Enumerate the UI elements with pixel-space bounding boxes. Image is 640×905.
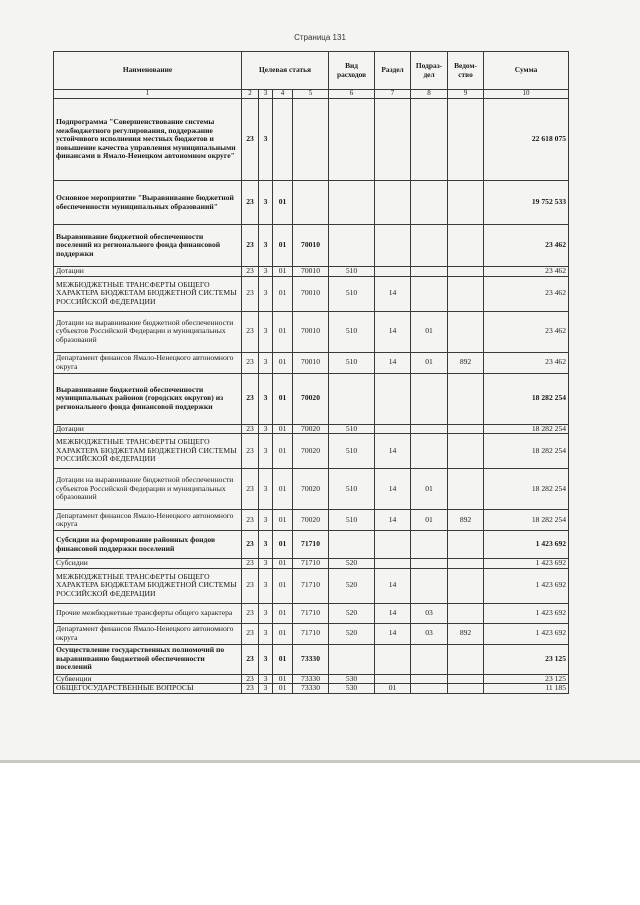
vedomstvo bbox=[448, 644, 484, 674]
razdel bbox=[375, 99, 411, 181]
target-code-4: 01 bbox=[273, 674, 293, 684]
column-number: 6 bbox=[329, 90, 375, 99]
vid-rashodov: 510 bbox=[329, 267, 375, 277]
vid-rashodov bbox=[329, 99, 375, 181]
column-number: 5 bbox=[293, 90, 329, 99]
vid-rashodov: 520 bbox=[329, 603, 375, 623]
vid-rashodov bbox=[329, 644, 375, 674]
row-name: ОБЩЕГОСУДАРСТВЕННЫЕ ВОПРОСЫ bbox=[54, 684, 242, 694]
summa: 18 282 254 bbox=[484, 434, 569, 469]
vid-rashodov: 530 bbox=[329, 674, 375, 684]
razdel: 14 bbox=[375, 434, 411, 469]
summa: 1 423 692 bbox=[484, 603, 569, 623]
row-name: Дотации bbox=[54, 267, 242, 277]
column-number: 10 bbox=[484, 90, 569, 99]
target-code-5: 70010 bbox=[293, 311, 329, 352]
table-row bbox=[54, 434, 569, 469]
vid-rashodov: 510 bbox=[329, 424, 375, 434]
target-code-5: 71710 bbox=[293, 559, 329, 569]
target-code-3: 3 bbox=[259, 644, 273, 674]
target-code-5: 70010 bbox=[293, 225, 329, 267]
vid-rashodov bbox=[329, 181, 375, 225]
column-number: 4 bbox=[273, 90, 293, 99]
target-code-2: 23 bbox=[242, 424, 259, 434]
target-code-5: 70010 bbox=[293, 276, 329, 311]
row-name: Субсидии bbox=[54, 559, 242, 569]
row-name: Дотации bbox=[54, 424, 242, 434]
summa: 23 125 bbox=[484, 644, 569, 674]
table-row bbox=[54, 510, 569, 531]
razdel bbox=[375, 674, 411, 684]
vid-rashodov: 530 bbox=[329, 684, 375, 694]
vedomstvo: 892 bbox=[448, 510, 484, 531]
column-number: 7 bbox=[375, 90, 411, 99]
row-name: Департамент финансов Ямало-Ненецкого автономного округа bbox=[54, 352, 242, 373]
podrazdel bbox=[411, 99, 448, 181]
vid-rashodov bbox=[329, 225, 375, 267]
target-code-3: 3 bbox=[259, 531, 273, 559]
vid-rashodov: 510 bbox=[329, 276, 375, 311]
vid-rashodov bbox=[329, 531, 375, 559]
target-code-3: 3 bbox=[259, 559, 273, 569]
header-razdel: Раздел bbox=[375, 52, 411, 90]
row-name: Выравнивание бюджетной обеспеченности муниципальных районов (городских округов) из регионального фонда финансовой поддержки bbox=[54, 373, 242, 424]
target-code-3: 3 bbox=[259, 276, 273, 311]
vid-rashodov: 510 bbox=[329, 469, 375, 510]
target-code-3: 3 bbox=[259, 311, 273, 352]
header-vedomstvo: Ведом-ство bbox=[448, 52, 484, 90]
target-code-2: 23 bbox=[242, 352, 259, 373]
summa: 1 423 692 bbox=[484, 623, 569, 644]
vid-rashodov: 510 bbox=[329, 434, 375, 469]
razdel bbox=[375, 373, 411, 424]
target-code-2: 23 bbox=[242, 373, 259, 424]
podrazdel: 01 bbox=[411, 469, 448, 510]
podrazdel bbox=[411, 267, 448, 277]
vedomstvo bbox=[448, 434, 484, 469]
row-name: Субвенции bbox=[54, 674, 242, 684]
podrazdel bbox=[411, 181, 448, 225]
target-code-2: 23 bbox=[242, 434, 259, 469]
target-code-5: 71710 bbox=[293, 568, 329, 603]
table-row bbox=[54, 603, 569, 623]
target-code-2: 23 bbox=[242, 559, 259, 569]
table-row bbox=[54, 373, 569, 424]
target-code-4: 01 bbox=[273, 684, 293, 694]
row-name: МЕЖБЮДЖЕТНЫЕ ТРАНСФЕРТЫ ОБЩЕГО ХАРАКТЕРА БЮДЖЕТАМ БЮДЖЕТНОЙ СИСТЕМЫ РОССИЙСКОЙ ФЕДЕРАЦИИ bbox=[54, 568, 242, 603]
column-number: 1 bbox=[54, 90, 242, 99]
target-code-5: 70010 bbox=[293, 352, 329, 373]
podrazdel bbox=[411, 684, 448, 694]
razdel: 14 bbox=[375, 311, 411, 352]
podrazdel bbox=[411, 424, 448, 434]
target-code-2: 23 bbox=[242, 644, 259, 674]
target-code-4: 01 bbox=[273, 267, 293, 277]
vedomstvo bbox=[448, 674, 484, 684]
budget-table bbox=[53, 51, 569, 694]
target-code-4: 01 bbox=[273, 276, 293, 311]
razdel bbox=[375, 424, 411, 434]
row-name: Основное мероприятие "Выравнивание бюджетной обеспеченности муниципальных образований" bbox=[54, 181, 242, 225]
podrazdel: 03 bbox=[411, 623, 448, 644]
table-row bbox=[54, 644, 569, 674]
row-name: Выравнивание бюджетной обеспеченности поселений из регионального фонда финансовой поддержки bbox=[54, 225, 242, 267]
vedomstvo bbox=[448, 568, 484, 603]
target-code-2: 23 bbox=[242, 311, 259, 352]
vedomstvo bbox=[448, 181, 484, 225]
target-code-3: 3 bbox=[259, 424, 273, 434]
scan-edge bbox=[0, 760, 640, 763]
target-code-3: 3 bbox=[259, 623, 273, 644]
target-code-5: 70020 bbox=[293, 469, 329, 510]
podrazdel bbox=[411, 644, 448, 674]
target-code-4: 01 bbox=[273, 510, 293, 531]
target-code-5: 70020 bbox=[293, 510, 329, 531]
target-code-3: 3 bbox=[259, 603, 273, 623]
row-name: МЕЖБЮДЖЕТНЫЕ ТРАНСФЕРТЫ ОБЩЕГО ХАРАКТЕРА БЮДЖЕТАМ БЮДЖЕТНОЙ СИСТЕМЫ РОССИЙСКОЙ ФЕДЕРАЦИИ bbox=[54, 276, 242, 311]
summa: 23 462 bbox=[484, 225, 569, 267]
summa: 18 282 254 bbox=[484, 510, 569, 531]
vedomstvo bbox=[448, 225, 484, 267]
table-row bbox=[54, 99, 569, 181]
row-name: Департамент финансов Ямало-Ненецкого автономного округа bbox=[54, 510, 242, 531]
row-name: Подпрограмма "Совершенствование системы межбюджетного регулирования, поддержание устойчивого исполнения местных бюджетов и повышение качества управления муниципальными финансами в Ямало-Ненецком автономном округе" bbox=[54, 99, 242, 181]
vedomstvo bbox=[448, 267, 484, 277]
target-code-4: 01 bbox=[273, 559, 293, 569]
target-code-4: 01 bbox=[273, 623, 293, 644]
target-code-3: 3 bbox=[259, 434, 273, 469]
podrazdel bbox=[411, 568, 448, 603]
target-code-2: 23 bbox=[242, 674, 259, 684]
target-code-2: 23 bbox=[242, 623, 259, 644]
target-code-5: 71710 bbox=[293, 531, 329, 559]
column-number: 2 bbox=[242, 90, 259, 99]
summa: 18 282 254 bbox=[484, 424, 569, 434]
column-number-row bbox=[54, 90, 569, 99]
target-code-5: 71710 bbox=[293, 623, 329, 644]
razdel bbox=[375, 531, 411, 559]
target-code-3: 3 bbox=[259, 352, 273, 373]
table-row bbox=[54, 267, 569, 277]
summa: 23 462 bbox=[484, 276, 569, 311]
row-name: Субсидии на формирование районных фондов финансовой поддержки поселений bbox=[54, 531, 242, 559]
target-code-5: 70020 bbox=[293, 424, 329, 434]
vedomstvo bbox=[448, 684, 484, 694]
target-code-3: 3 bbox=[259, 684, 273, 694]
page-number-label: Страница 131 bbox=[294, 33, 346, 42]
podrazdel: 01 bbox=[411, 510, 448, 531]
table-row bbox=[54, 424, 569, 434]
razdel bbox=[375, 225, 411, 267]
podrazdel bbox=[411, 434, 448, 469]
header-podrazdel: Подраз-дел bbox=[411, 52, 448, 90]
target-code-4: 01 bbox=[273, 568, 293, 603]
razdel bbox=[375, 559, 411, 569]
row-name: Департамент финансов Ямало-Ненецкого автономного округа bbox=[54, 623, 242, 644]
target-code-2: 23 bbox=[242, 603, 259, 623]
target-code-2: 23 bbox=[242, 568, 259, 603]
target-code-3: 3 bbox=[259, 373, 273, 424]
vedomstvo: 892 bbox=[448, 352, 484, 373]
razdel: 14 bbox=[375, 276, 411, 311]
target-code-2: 23 bbox=[242, 225, 259, 267]
target-code-5: 70020 bbox=[293, 373, 329, 424]
vedomstvo bbox=[448, 424, 484, 434]
column-number: 8 bbox=[411, 90, 448, 99]
summa: 19 752 533 bbox=[484, 181, 569, 225]
header-target: Целевая статья bbox=[242, 52, 329, 90]
vid-rashodov: 520 bbox=[329, 568, 375, 603]
vid-rashodov: 510 bbox=[329, 311, 375, 352]
vedomstvo bbox=[448, 559, 484, 569]
target-code-5: 73330 bbox=[293, 674, 329, 684]
table-row bbox=[54, 225, 569, 267]
vedomstvo bbox=[448, 531, 484, 559]
podrazdel bbox=[411, 225, 448, 267]
target-code-5: 73330 bbox=[293, 684, 329, 694]
podrazdel: 01 bbox=[411, 311, 448, 352]
podrazdel bbox=[411, 276, 448, 311]
table-row bbox=[54, 531, 569, 559]
vedomstvo bbox=[448, 603, 484, 623]
target-code-2: 23 bbox=[242, 510, 259, 531]
podrazdel bbox=[411, 373, 448, 424]
target-code-3: 3 bbox=[259, 510, 273, 531]
target-code-4: 01 bbox=[273, 311, 293, 352]
summa: 11 185 bbox=[484, 684, 569, 694]
row-name: Осуществление государственных полномочий по выравниванию бюджетной обеспеченности поселений bbox=[54, 644, 242, 674]
summa: 1 423 692 bbox=[484, 568, 569, 603]
vid-rashodov: 520 bbox=[329, 559, 375, 569]
row-name: Дотации на выравнивание бюджетной обеспеченности субъектов Российской Федерации и муниципальных образований bbox=[54, 469, 242, 510]
vedomstvo: 892 bbox=[448, 623, 484, 644]
razdel: 14 bbox=[375, 510, 411, 531]
target-code-2: 23 bbox=[242, 267, 259, 277]
table-row bbox=[54, 559, 569, 569]
target-code-3: 3 bbox=[259, 568, 273, 603]
razdel: 14 bbox=[375, 623, 411, 644]
target-code-3: 3 bbox=[259, 99, 273, 181]
table-row bbox=[54, 352, 569, 373]
table-body bbox=[54, 99, 569, 694]
row-name: Прочие межбюджетные трансферты общего характера bbox=[54, 603, 242, 623]
target-code-4: 01 bbox=[273, 469, 293, 510]
target-code-5 bbox=[293, 181, 329, 225]
razdel: 14 bbox=[375, 352, 411, 373]
header-name: Наименование bbox=[54, 52, 242, 90]
target-code-2: 23 bbox=[242, 181, 259, 225]
vedomstvo bbox=[448, 373, 484, 424]
table-row bbox=[54, 276, 569, 311]
header-vid: Вид расходов bbox=[329, 52, 375, 90]
target-code-3: 3 bbox=[259, 674, 273, 684]
table-row bbox=[54, 623, 569, 644]
summa: 23 462 bbox=[484, 267, 569, 277]
table-row bbox=[54, 568, 569, 603]
podrazdel bbox=[411, 674, 448, 684]
vedomstvo bbox=[448, 469, 484, 510]
table-header-row bbox=[54, 52, 569, 90]
row-name: Дотации на выравнивание бюджетной обеспеченности субъектов Российской Федерации и муниципальных образований bbox=[54, 311, 242, 352]
target-code-5: 70010 bbox=[293, 267, 329, 277]
target-code-2: 23 bbox=[242, 684, 259, 694]
target-code-3: 3 bbox=[259, 225, 273, 267]
summa: 22 618 075 bbox=[484, 99, 569, 181]
target-code-4: 01 bbox=[273, 373, 293, 424]
vid-rashodov bbox=[329, 373, 375, 424]
summa: 18 282 254 bbox=[484, 373, 569, 424]
table-row bbox=[54, 469, 569, 510]
vid-rashodov: 520 bbox=[329, 623, 375, 644]
target-code-2: 23 bbox=[242, 99, 259, 181]
target-code-5 bbox=[293, 99, 329, 181]
target-code-5: 71710 bbox=[293, 603, 329, 623]
target-code-4 bbox=[273, 99, 293, 181]
podrazdel: 03 bbox=[411, 603, 448, 623]
target-code-2: 23 bbox=[242, 469, 259, 510]
column-number: 3 bbox=[259, 90, 273, 99]
razdel bbox=[375, 181, 411, 225]
target-code-4: 01 bbox=[273, 603, 293, 623]
target-code-3: 3 bbox=[259, 181, 273, 225]
summa: 1 423 692 bbox=[484, 531, 569, 559]
target-code-4: 01 bbox=[273, 225, 293, 267]
razdel bbox=[375, 644, 411, 674]
target-code-3: 3 bbox=[259, 469, 273, 510]
razdel: 01 bbox=[375, 684, 411, 694]
target-code-4: 01 bbox=[273, 644, 293, 674]
header-summa: Сумма bbox=[484, 52, 569, 90]
razdel bbox=[375, 267, 411, 277]
summa: 23 462 bbox=[484, 311, 569, 352]
podrazdel bbox=[411, 531, 448, 559]
column-number: 9 bbox=[448, 90, 484, 99]
target-code-4: 01 bbox=[273, 531, 293, 559]
summa: 23 125 bbox=[484, 674, 569, 684]
podrazdel bbox=[411, 559, 448, 569]
target-code-2: 23 bbox=[242, 276, 259, 311]
table-row bbox=[54, 181, 569, 225]
target-code-4: 01 bbox=[273, 352, 293, 373]
target-code-4: 01 bbox=[273, 434, 293, 469]
vedomstvo bbox=[448, 311, 484, 352]
table-row bbox=[54, 674, 569, 684]
razdel: 14 bbox=[375, 603, 411, 623]
table-row bbox=[54, 684, 569, 694]
vid-rashodov: 510 bbox=[329, 352, 375, 373]
summa: 1 423 692 bbox=[484, 559, 569, 569]
target-code-5: 70020 bbox=[293, 434, 329, 469]
summa: 18 282 254 bbox=[484, 469, 569, 510]
vedomstvo bbox=[448, 276, 484, 311]
vedomstvo bbox=[448, 99, 484, 181]
podrazdel: 01 bbox=[411, 352, 448, 373]
razdel: 14 bbox=[375, 469, 411, 510]
target-code-2: 23 bbox=[242, 531, 259, 559]
target-code-3: 3 bbox=[259, 267, 273, 277]
summa: 23 462 bbox=[484, 352, 569, 373]
razdel: 14 bbox=[375, 568, 411, 603]
row-name: МЕЖБЮДЖЕТНЫЕ ТРАНСФЕРТЫ ОБЩЕГО ХАРАКТЕРА БЮДЖЕТАМ БЮДЖЕТНОЙ СИСТЕМЫ РОССИЙСКОЙ ФЕДЕРАЦИИ bbox=[54, 434, 242, 469]
target-code-5: 73330 bbox=[293, 644, 329, 674]
vid-rashodov: 510 bbox=[329, 510, 375, 531]
target-code-4: 01 bbox=[273, 181, 293, 225]
table-row bbox=[54, 311, 569, 352]
target-code-4: 01 bbox=[273, 424, 293, 434]
